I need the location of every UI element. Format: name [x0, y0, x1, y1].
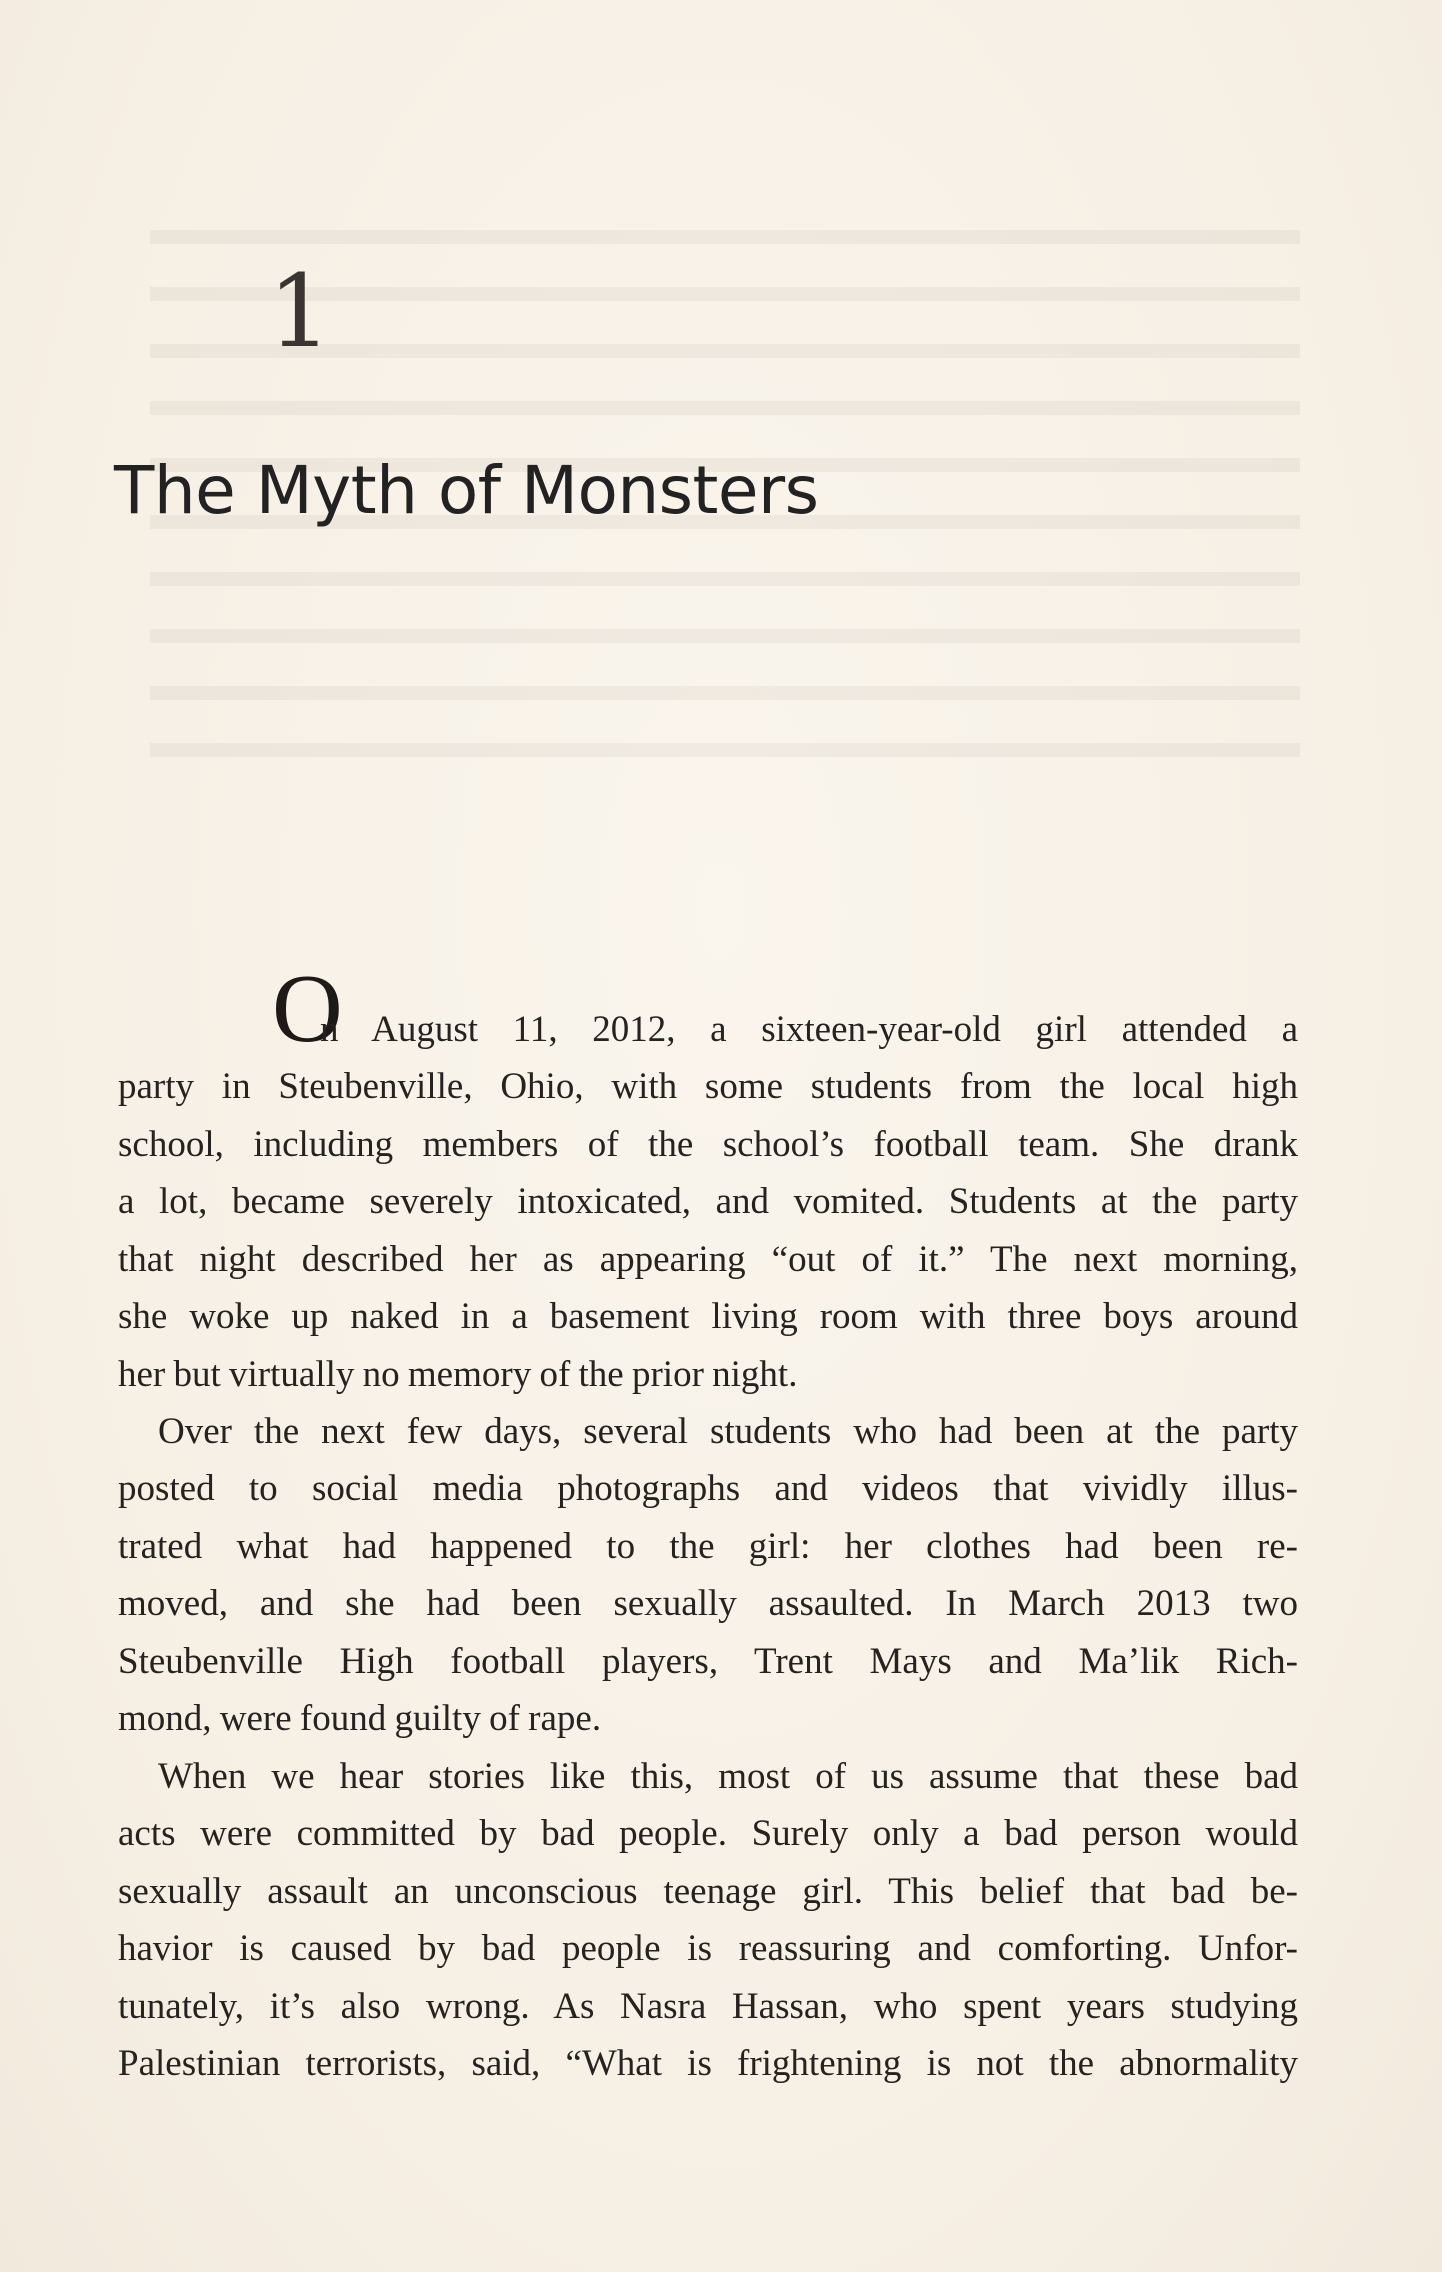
- text-line: tunately, it’s also wrong. As Nasra Hassan, who spent years studying: [118, 1986, 1298, 2027]
- text-line: Palestinian terrorists, said, “What is frightening is not the abnormality: [118, 2043, 1298, 2084]
- text-line: posted to social media photographs and videos that vividly illus-: [118, 1468, 1298, 1509]
- chapter-title: The Myth of Monsters: [114, 452, 819, 529]
- drop-cap: O: [272, 955, 343, 1063]
- text-line: party in Steubenville, Ohio, with some students from the local high: [118, 1066, 1298, 1107]
- text-line: mond, were found guilty of rape.: [118, 1698, 602, 1739]
- text-line: Steubenville High football players, Trent Mays and Ma’lik Rich-: [118, 1641, 1298, 1682]
- text-line: that night described her as appearing “out of it.” The next morning,: [118, 1239, 1298, 1280]
- text-line: her but virtually no memory of the prior night.: [118, 1354, 798, 1395]
- text-line: havior is caused by bad people is reassuring and comforting. Unfor-: [118, 1928, 1298, 1969]
- text-line: acts were committed by bad people. Surely only a bad person would: [118, 1813, 1298, 1854]
- text-line: When we hear stories like this, most of us assume that these bad: [158, 1756, 1298, 1797]
- text-line: a lot, became severely intoxicated, and vomited. Students at the party: [118, 1181, 1298, 1222]
- text-line: she woke up naked in a basement living room with three boys around: [118, 1296, 1298, 1337]
- text-line: sexually assault an unconscious teenage girl. This belief that bad be-: [118, 1871, 1298, 1912]
- text-line: trated what had happened to the girl: her clothes had been re-: [118, 1526, 1298, 1567]
- text-line: moved, and she had been sexually assaulted. In March 2013 two: [118, 1583, 1298, 1624]
- chapter-number: 1: [268, 253, 332, 370]
- text-line: n August 11, 2012, a sixteen-year-old girl attended a: [320, 1009, 1298, 1050]
- text-line: Over the next few days, several students who had been at the party: [158, 1411, 1298, 1452]
- text-line: school, including members of the school’s football team. She drank: [118, 1124, 1298, 1165]
